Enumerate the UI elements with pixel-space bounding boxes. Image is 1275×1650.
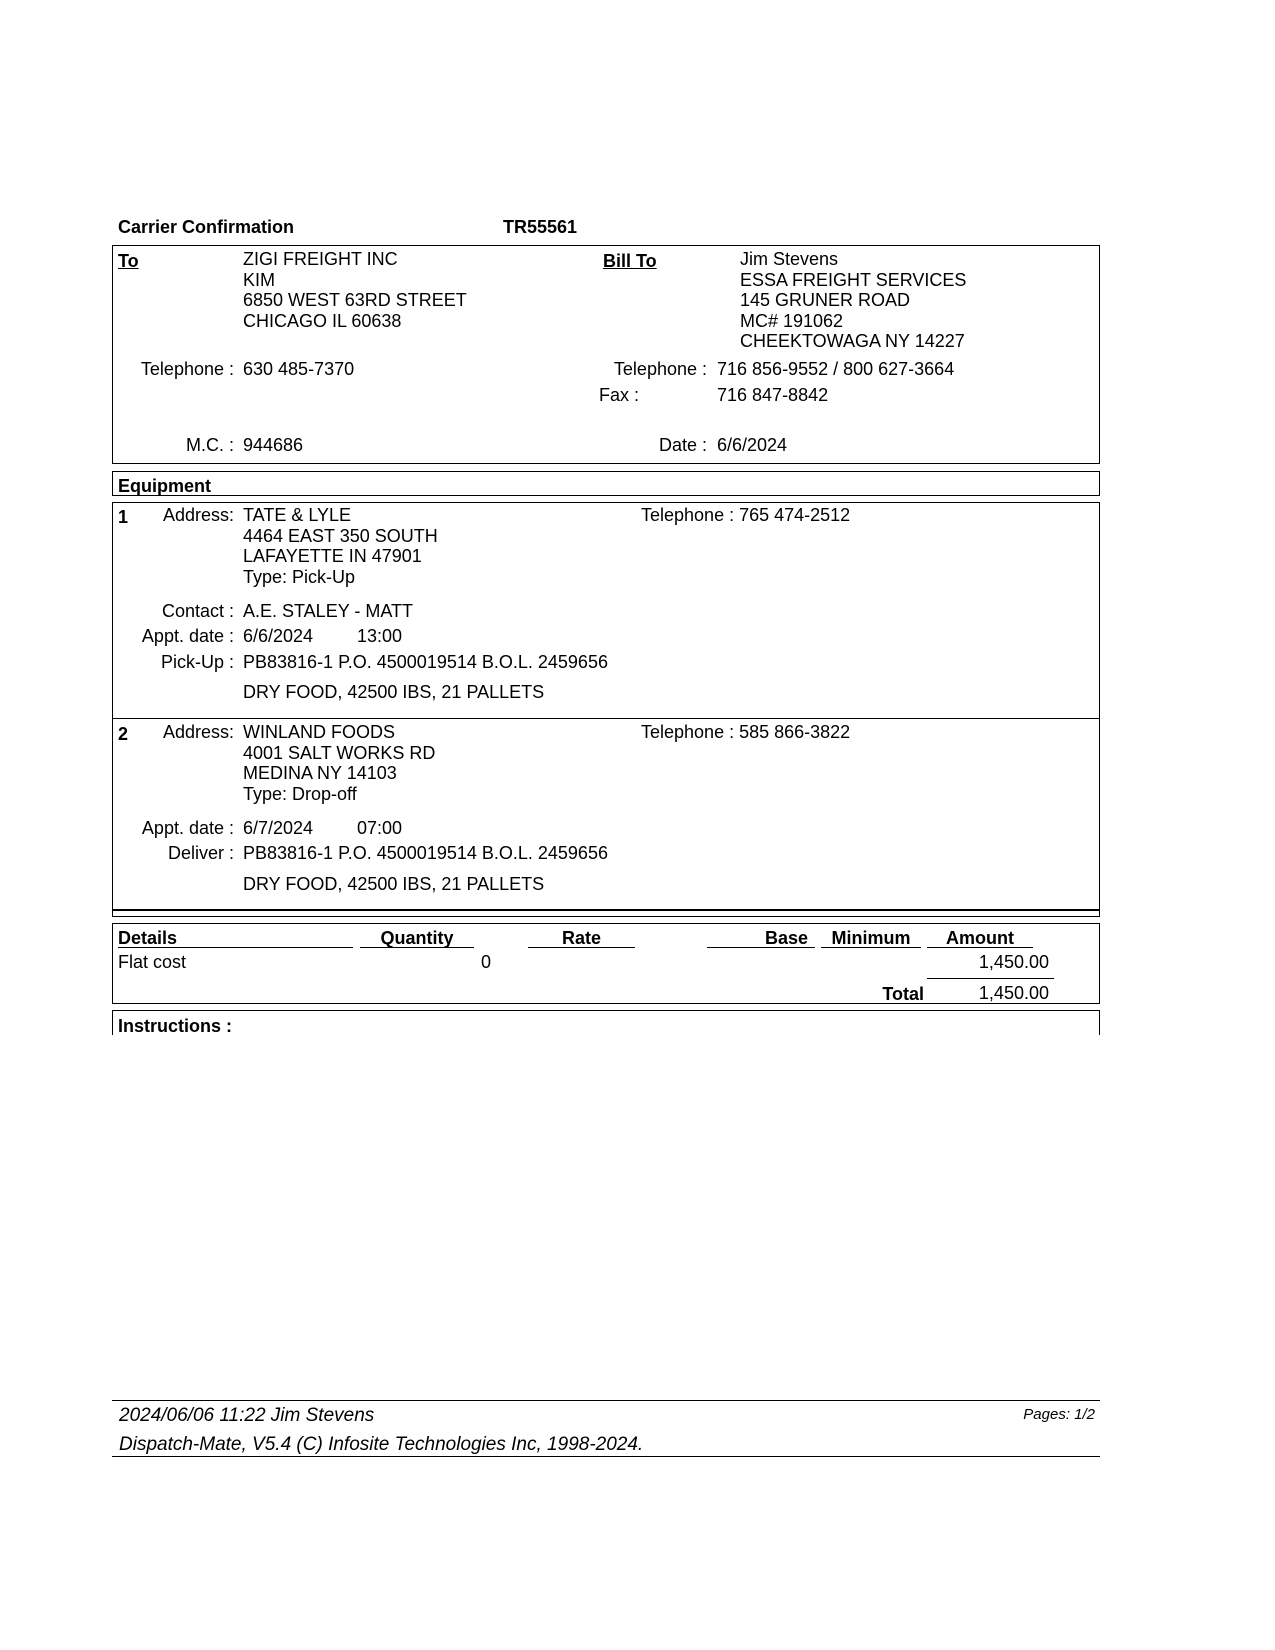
column-header-rate: Rate <box>561 928 601 948</box>
commodity: DRY FOOD, 42500 IBS, 21 PALLETS <box>243 874 545 894</box>
total-amount: 1,450.00 <box>978 983 1049 1003</box>
stop-address-line: TATE & LYLE <box>243 505 352 525</box>
header-underline <box>360 947 474 948</box>
bill-to-line: 145 GRUNER ROAD <box>740 290 911 310</box>
appt-date-label: Appt. date : <box>141 626 234 646</box>
instructions-label: Instructions : <box>118 1016 233 1036</box>
pickup-label: Pick-Up : <box>160 652 234 672</box>
bill-to-label: Bill To <box>603 251 657 271</box>
stop-address-line: MEDINA NY 14103 <box>243 763 397 783</box>
total-rule <box>927 978 1054 979</box>
header-underline <box>821 947 921 948</box>
to-label: To <box>118 251 139 271</box>
appt-date-label: Appt. date : <box>141 818 234 838</box>
date-label: Date : <box>658 435 707 455</box>
stop-address-line: 4001 SALT WORKS RD <box>243 742 436 763</box>
deliver-reference: PB83816-1 P.O. 4500019514 B.O.L. 2459656 <box>243 843 608 863</box>
equipment-box <box>112 471 1100 496</box>
commodity: DRY FOOD, 42500 IBS, 21 PALLETS <box>243 682 545 702</box>
separator-box <box>112 910 1100 917</box>
stop-divider <box>112 718 1100 719</box>
stop-address <box>243 505 438 587</box>
row-quantity: 0 <box>480 952 491 972</box>
footer-bottom-rule <box>112 1456 1100 1457</box>
footer-top-rule <box>112 1400 1100 1401</box>
to-address <box>243 249 467 331</box>
address-label: Address: <box>162 505 234 525</box>
appt-time: 07:00 <box>357 818 403 838</box>
contact-value: A.E. STALEY - MATT <box>243 601 414 621</box>
bill-to-line: MC# 191062 <box>740 310 844 331</box>
print-timestamp: 2024/06/06 11:22 Jim Stevens <box>119 1405 375 1426</box>
stop-address-line: WINLAND FOODS <box>243 722 396 742</box>
bill-to-line: Jim Stevens <box>740 249 839 269</box>
mc-label: M.C. : <box>186 435 234 455</box>
copyright-notice: Dispatch-Mate, V5.4 (C) Infosite Technologies Inc, 1998-2024. <box>119 1434 644 1455</box>
column-header-amount: Amount <box>946 928 1014 948</box>
to-line: KIM <box>243 269 276 290</box>
to-telephone: 630 485-7370 <box>243 359 355 379</box>
stop-address-line: 4464 EAST 350 SOUTH <box>243 525 438 546</box>
address-label: Address: <box>162 722 234 742</box>
pickup-reference: PB83816-1 P.O. 4500019514 B.O.L. 2459656 <box>243 652 608 672</box>
stop-address-line: Type: Drop-off <box>243 783 357 804</box>
header-underline <box>528 947 635 948</box>
row-details: Flat cost <box>118 952 187 972</box>
stop-telephone: Telephone : 765 474-2512 <box>641 505 851 525</box>
to-line: CHICAGO IL 60638 <box>243 310 402 331</box>
stop-address-line: LAFAYETTE IN 47901 <box>243 546 422 566</box>
appt-time: 13:00 <box>357 626 403 646</box>
stop-telephone: Telephone : 585 866-3822 <box>641 722 851 742</box>
stop-address <box>243 722 435 804</box>
total-label: Total <box>882 984 924 1004</box>
stop-address-line: Type: Pick-Up <box>243 566 356 587</box>
bill-to-address <box>740 249 966 352</box>
to-line: ZIGI FREIGHT INC <box>243 249 398 269</box>
mc-number: 944686 <box>243 435 304 455</box>
fax-number: 716 847-8842 <box>717 385 829 405</box>
equipment-label: Equipment <box>118 476 211 496</box>
to-line: 6850 WEST 63RD STREET <box>243 290 467 310</box>
stop-number: 1 <box>118 507 129 527</box>
reference-number: TR55561 <box>503 217 578 237</box>
date-value: 6/6/2024 <box>717 435 788 455</box>
header-underline <box>927 947 1033 948</box>
bill-to-telephone-label: Telephone : <box>613 359 707 379</box>
appt-date: 6/6/2024 <box>243 626 314 646</box>
row-amount: 1,450.00 <box>978 952 1049 972</box>
page-count: Pages: 1/2 <box>1023 1406 1095 1423</box>
fax-label: Fax : <box>599 385 640 405</box>
column-header-base: Base <box>764 928 808 948</box>
to-telephone-label: Telephone : <box>140 359 234 379</box>
stop-number: 2 <box>118 724 129 744</box>
column-header-minimum: Minimum <box>831 928 911 948</box>
column-header-quantity: Quantity <box>380 928 454 948</box>
appt-date: 6/7/2024 <box>243 818 314 838</box>
header-underline <box>707 947 815 948</box>
bill-to-line: ESSA FREIGHT SERVICES <box>740 269 967 290</box>
instructions-box <box>112 1010 1100 1035</box>
bill-to-line: CHEEKTOWAGA NY 14227 <box>740 331 965 351</box>
header-underline <box>118 947 353 948</box>
bill-to-telephone: 716 856-9552 / 800 627-3664 <box>717 359 955 379</box>
document-title: Carrier Confirmation <box>118 217 295 237</box>
column-header-details: Details <box>118 928 178 948</box>
contact-label: Contact : <box>161 601 234 621</box>
deliver-label: Deliver : <box>167 843 234 863</box>
